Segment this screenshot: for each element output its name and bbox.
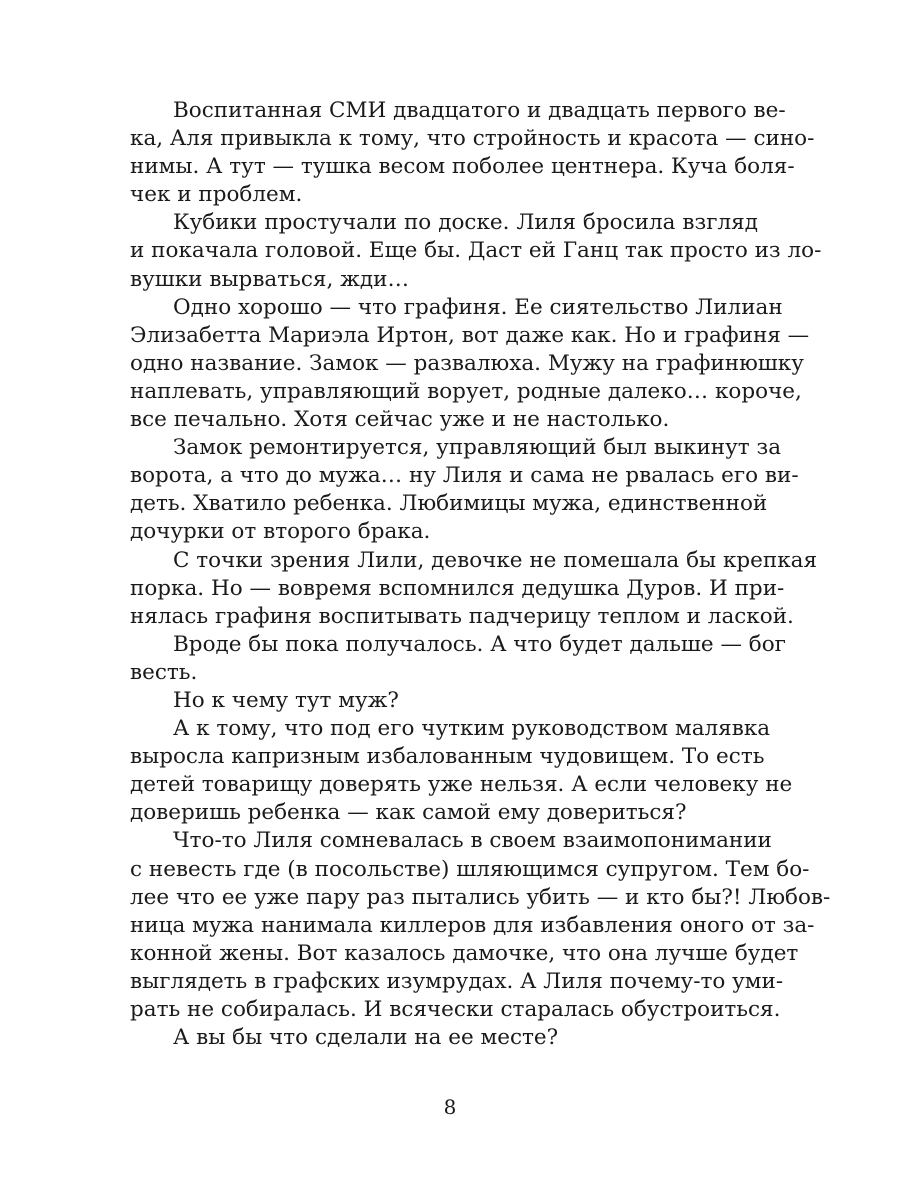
text-line: выросла капризным избалованным чудовищем. То есть xyxy=(130,744,765,770)
text-line: все печально. Хотя сейчас уже и не настолько. xyxy=(130,407,670,433)
text-line: с невесть где (в посольстве) шляющимся супругом. Тем бо- xyxy=(130,856,810,882)
text-line: лее что ее уже пару раз пытались убить — и кто бы?! Любов- xyxy=(130,884,831,910)
text-line: детей товарищу доверять уже нельзя. А если человеку не xyxy=(130,772,793,798)
text-line: Что-то Лиля сомневалась в своем взаимопонимании xyxy=(173,828,772,854)
text-line: и покачала головой. Еще бы. Даст ей Ганц так просто из ло- xyxy=(130,238,822,264)
text-line: порка. Но — вовремя вспомнился дедушка Дуров. И при- xyxy=(130,575,785,601)
text-line: доверишь ребенка — как самой ему довериться? xyxy=(130,800,687,826)
text-line: нялась графиня воспитывать падчерицу теплом и лаской. xyxy=(130,603,794,629)
text-line: рать не собиралась. И всячески старалась обустроиться. xyxy=(130,997,781,1022)
text-line: дочурки от второго брака. xyxy=(130,519,431,545)
text-line: деть. Хватило ребенка. Любимицы мужа, единственной xyxy=(130,491,768,517)
text-line: ка, Аля привыкла к тому, что стройность и красота — сино- xyxy=(130,126,815,152)
body-text xyxy=(130,97,831,1052)
text-line: нимы. А тут — тушка весом поболее центнера. Куча боля- xyxy=(130,154,795,180)
text-line: Одно хорошо — что графиня. Ее сиятельство Лилиан xyxy=(173,294,783,320)
text-line: Кубики простучали по доске. Лиля бросила взгляд xyxy=(173,210,758,236)
text-line: Вроде бы пока получалось. А что будет дальше — бог xyxy=(173,631,786,657)
text-line: С точки зрения Лили, девочке не помешала бы крепкая xyxy=(173,547,818,573)
text-line: Воспитанная СМИ двадцатого и двадцать первого ве- xyxy=(173,98,786,123)
text-line: конной жены. Вот казалось дамочке, что она лучше будет xyxy=(130,940,799,966)
text-line: Но к чему тут муж? xyxy=(173,687,399,713)
text-line: ворота, а что до мужа… ну Лиля и сама не рвалась его ви- xyxy=(130,463,799,489)
text-line: одно название. Замок — развалюха. Мужу на графинюшку xyxy=(130,350,804,376)
text-line: выглядеть в графских изумрудах. А Лиля почему-то уми- xyxy=(130,968,784,994)
text-line: наплевать, управляющий ворует, родные далеко… короче, xyxy=(130,378,802,404)
text-line: вушки вырваться, жди… xyxy=(130,266,409,292)
text-line: весть. xyxy=(130,659,198,685)
text-line: Замок ремонтируется, управляющий был выкинут за xyxy=(173,435,782,461)
text-line: А к тому, что под его чутким руководством малявка xyxy=(173,716,771,742)
page-number: 8 xyxy=(443,1095,457,1119)
text-line: Элизабетта Мариэла Иртон, вот даже как. Но и графиня — xyxy=(130,322,810,348)
text-line: А вы бы что сделали на ее месте? xyxy=(173,1025,559,1051)
text-line: ница мужа нанимала киллеров для избавления оного от за- xyxy=(130,912,815,938)
text-line: чек и проблем. xyxy=(130,182,303,208)
